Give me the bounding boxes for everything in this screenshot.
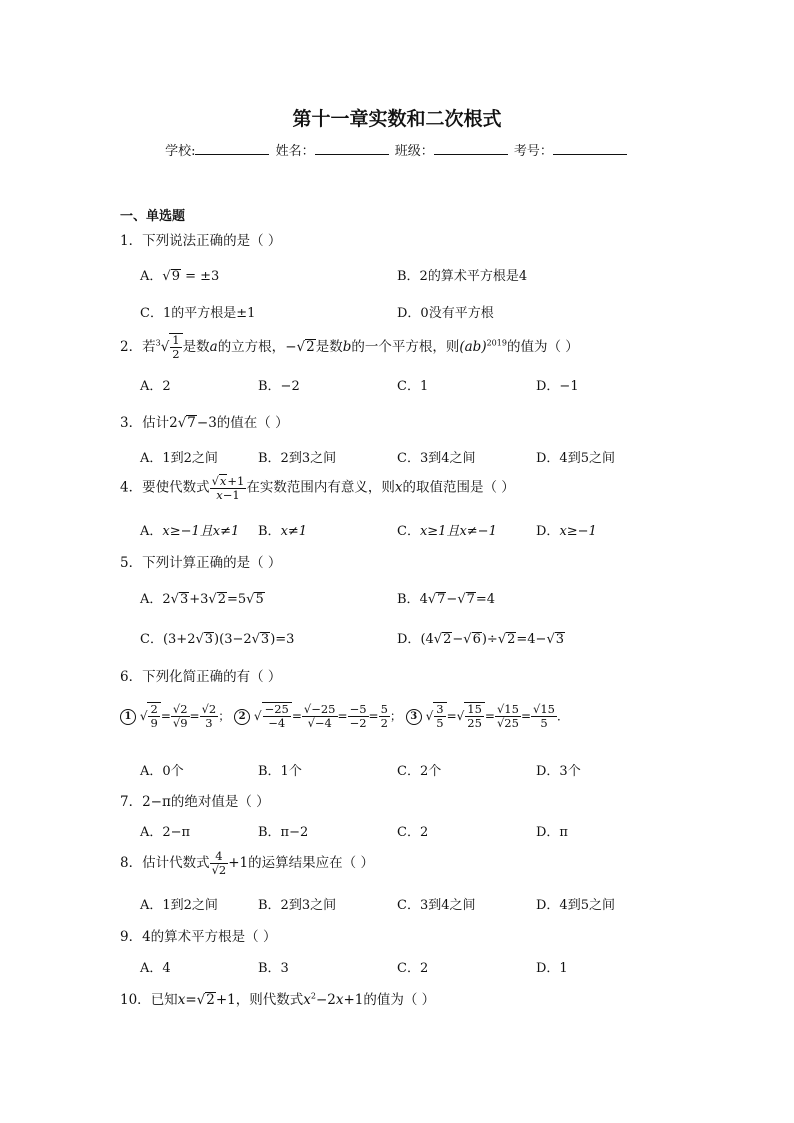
name-label: 姓名： [275, 144, 315, 159]
q3-option-d[interactable]: D．4到5之间 [536, 451, 615, 466]
name-blank[interactable] [315, 142, 389, 155]
q4-option-a[interactable]: A．x≥−1且x≠1 [140, 524, 240, 539]
section-heading: 一、单选题 [120, 209, 186, 224]
school-label: 学校: [165, 144, 196, 159]
q1-option-c[interactable]: C．1的平方根是±1 [140, 306, 256, 321]
circle-number-3: 3 [406, 709, 422, 725]
question-10: 10．已知x=√2+1，则代数式$x^2-2x+1$的值为（ ） [120, 991, 436, 1008]
q6-option-b[interactable]: B．1个 [258, 764, 302, 779]
q6-expressions: 1 √ $\frac{2}{9}$ = $\frac{√2}{√9}$ = $\frac{√2}{3}$ ； 2 √ $\frac{-25}{-4}$ = $\frac{√-25}{√-4}$ = $\frac{-5}{-2}$ = $\frac{5}{2}$ ； 3 √ $\frac{3}{5}$ =√ $\frac{15}{25}$ = $\frac{√15}{√25}$ = $\frac{√15}{5}$ ． [120, 702, 569, 730]
question-5: 5．下列计算正确的是（ ） [120, 555, 282, 571]
q4-option-b[interactable]: B．x≠1 [258, 524, 308, 539]
q8-option-d[interactable]: D．4到5之间 [536, 898, 615, 913]
student-info-line [0, 140, 794, 159]
q7-option-b[interactable]: B．π−2 [258, 825, 309, 840]
question-6: 6．下列化简正确的有（ ） [120, 669, 282, 685]
question-1 [120, 229, 281, 249]
q3-option-c[interactable]: C．3到4之间 [397, 451, 476, 466]
q3-option-b[interactable]: B．2到3之间 [258, 451, 337, 466]
q4-option-c[interactable]: C．x≥1且x≠−1 [397, 524, 497, 539]
q7-option-c[interactable]: C．2 [397, 825, 429, 840]
circle-number-1: 1 [120, 709, 136, 725]
q2-option-d[interactable]: D．−1 [536, 379, 579, 394]
q1-option-d[interactable]: D．0没有平方根 [397, 306, 494, 321]
exam-no-label: 考号： [513, 144, 553, 159]
q6-option-c[interactable]: C．2个 [397, 764, 442, 779]
question-2: 2．若$^3$√ $\frac{1}{2}$ 是数a的立方根，−√2是数b的一个平方根，则(ab)$^{2019}$的值为（ ） [120, 333, 579, 362]
q9-option-b[interactable]: B．3 [258, 961, 289, 976]
q9-option-c[interactable]: C．2 [397, 961, 429, 976]
q4-option-d[interactable]: D．x≥−1 [536, 524, 597, 539]
circle-number-2: 2 [234, 709, 250, 725]
class-blank[interactable] [434, 142, 508, 155]
q5-option-b[interactable]: B．4√7−√7=4 [397, 592, 496, 607]
q3-option-a[interactable]: A．1到2之间 [140, 451, 218, 466]
q6-option-a[interactable]: A．0个 [140, 764, 184, 779]
question-4: 4．要使代数式 $\frac{√x+1}{x-1}$ 在实数范围内有意义，则x的取值范围是（ ） [120, 474, 515, 503]
q1-option-a[interactable]: A．√9 = ±3 [140, 269, 220, 284]
q9-option-d[interactable]: D．1 [536, 961, 568, 976]
question-stem: 下列说法正确的是（ ） [142, 233, 282, 249]
question-8: 8．估计代数式 $\frac{4}{√2}$ +1的运算结果应在（ ） [120, 849, 374, 878]
page-title: 第十一章实数和二次根式 [292, 108, 502, 130]
q2-option-c[interactable]: C．1 [397, 379, 429, 394]
q6-option-d[interactable]: D．3个 [536, 764, 581, 779]
q1-option-b[interactable]: B．2的算术平方根是4 [397, 269, 528, 284]
q8-option-a[interactable]: A．1到2之间 [140, 898, 218, 913]
q7-option-a[interactable]: A．2−π [140, 825, 191, 840]
q8-option-c[interactable]: C．3到4之间 [397, 898, 476, 913]
q9-option-a[interactable]: A．4 [140, 961, 171, 976]
question-number: 1． [120, 233, 143, 249]
exam-no-blank[interactable] [553, 142, 627, 155]
q7-option-d[interactable]: D．π [536, 825, 568, 840]
school-blank[interactable] [195, 142, 269, 155]
question-9: 9．4的算术平方根是（ ） [120, 929, 277, 945]
q5-option-d[interactable]: D．(4√2−√6)÷√2=4−√3 [397, 632, 565, 647]
q2-option-a[interactable]: A．2 [140, 379, 171, 394]
q5-option-a[interactable]: A．2√3+3√2=5√5 [140, 592, 264, 607]
class-label: 班级： [394, 144, 434, 159]
question-7: 7．2−π的绝对值是（ ） [120, 794, 270, 810]
q8-option-b[interactable]: B．2到3之间 [258, 898, 337, 913]
q2-option-b[interactable]: B．−2 [258, 379, 300, 394]
question-3: 3．估计2√7−3的值在（ ） [120, 415, 289, 431]
q5-option-c[interactable]: C．(3+2√3)(3−2√3)=3 [140, 632, 295, 647]
